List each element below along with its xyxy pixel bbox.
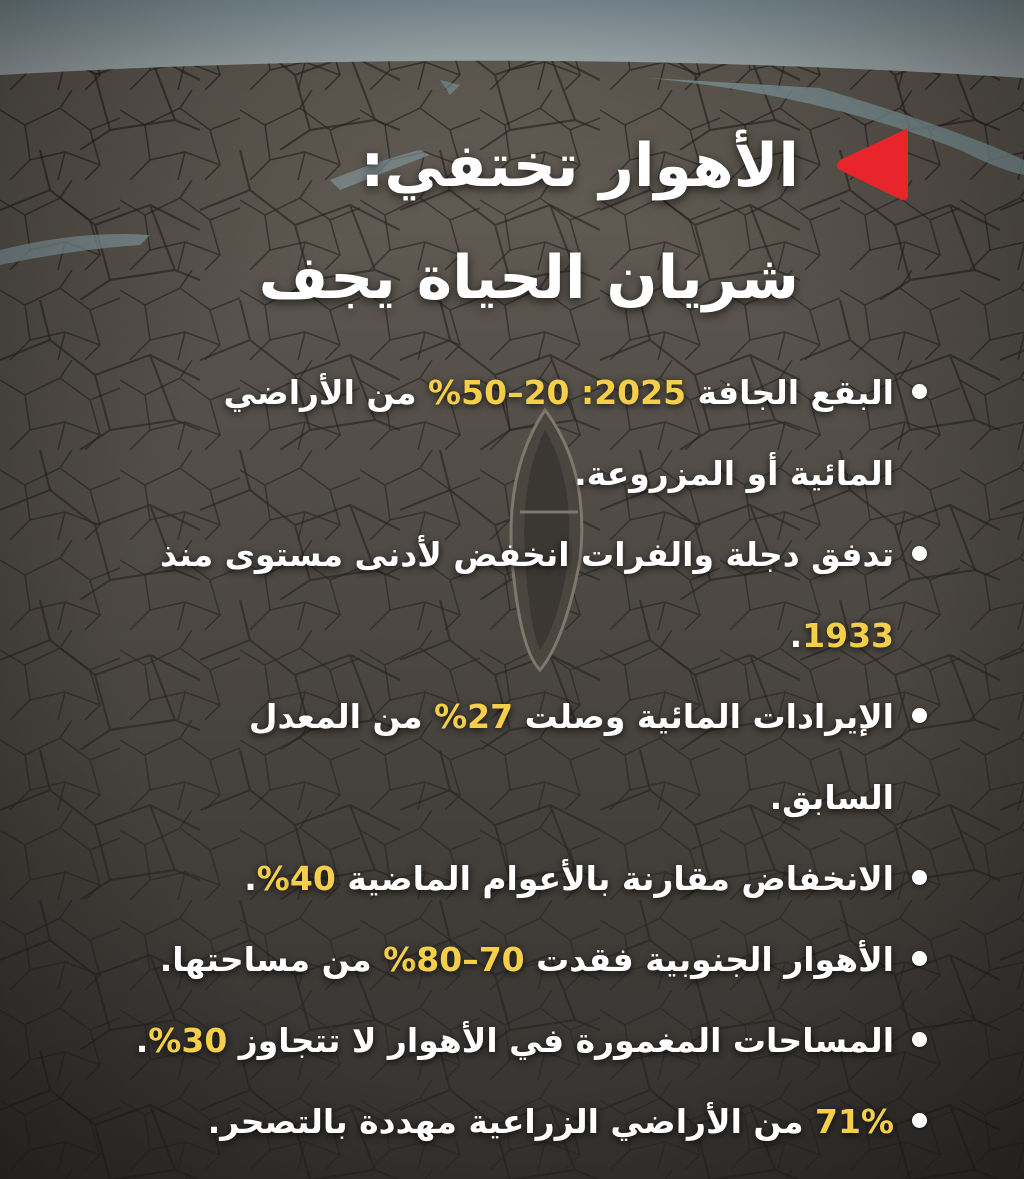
fact-highlight: 1933 (802, 616, 894, 655)
fact-text: من الأراضي المائية أو المزروعة. (223, 373, 894, 493)
fact-highlight: 70–80% (383, 940, 525, 979)
headline-line-1: الأهوار تختفي: (360, 131, 799, 201)
list-item (124, 676, 894, 838)
red-triangle-marker-icon (834, 122, 908, 206)
list-item (124, 919, 894, 1000)
bullet-dot-icon (912, 708, 927, 723)
bullet-dot-icon (912, 1032, 927, 1047)
fact-text: من المعدل السابق. (248, 697, 894, 817)
bullet-dot-icon (912, 951, 927, 966)
fact-highlight: 27% (434, 697, 514, 736)
fact-text: من مساحتها. (159, 940, 384, 979)
bullet-dot-icon (912, 546, 927, 561)
facts-list (124, 352, 894, 1162)
fact-text: . (789, 616, 803, 655)
headline (259, 110, 799, 334)
list-item (124, 352, 894, 514)
list-item (124, 514, 894, 676)
bullet-dot-icon (912, 870, 927, 885)
bullet-dot-icon (912, 384, 927, 399)
fact-highlight: 2025: 20–50% (428, 373, 687, 412)
fact-text: المساحات المغمورة في الأهوار لا تتجاوز (227, 1021, 894, 1060)
fact-text: من الأراضي الزراعية مهددة بالتصحر. (207, 1102, 815, 1141)
fact-text: تدفق دجلة والفرات انخفض لأدنى مستوى منذ (160, 535, 894, 574)
fact-highlight: 71% (815, 1102, 894, 1141)
fact-text: الانخفاض مقارنة بالأعوام الماضية (335, 859, 894, 898)
list-item (124, 838, 894, 919)
fact-text: البقع الجافة (686, 373, 894, 412)
fact-highlight: 40% (256, 859, 336, 898)
list-item (124, 1000, 894, 1081)
bullet-dot-icon (912, 1113, 927, 1128)
headline-line-2: شريان الحياة يجف (258, 243, 799, 313)
list-item (124, 1081, 894, 1162)
fact-text: . (244, 859, 257, 898)
fact-text: الأهوار الجنوبية فقدت (524, 940, 894, 979)
fact-highlight: 30% (148, 1021, 228, 1060)
fact-text: الإيرادات المائية وصلت (513, 697, 894, 736)
fact-text: . (135, 1021, 149, 1060)
